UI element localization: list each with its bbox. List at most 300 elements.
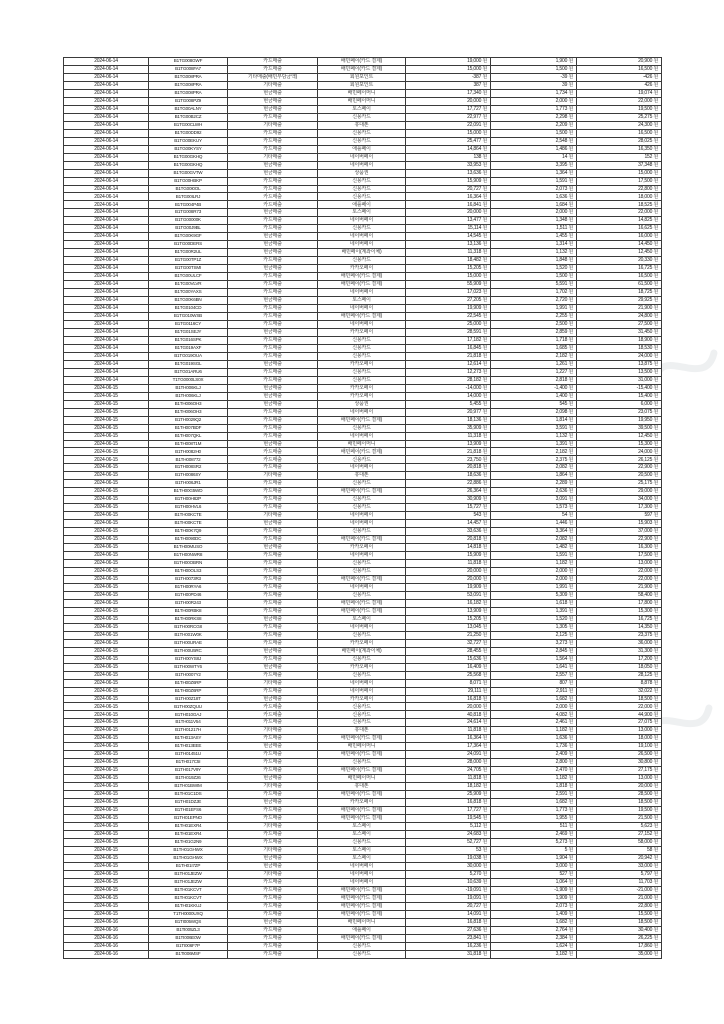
cell-supply-amount: 138 원 <box>406 154 491 161</box>
cell-total-amount: 18,500 원 <box>638 695 658 702</box>
cell-total-amount: 5,797 원 <box>640 870 658 877</box>
cell-payment-method: 신용카드 <box>318 193 406 200</box>
cell-total-amount: 36,000 원 <box>638 639 658 646</box>
cell-total-amount: 13,000 원 <box>638 727 658 734</box>
cell-order-no: B1TH01EPNO <box>149 815 228 822</box>
cell-supply-amount: 21,818 원 <box>406 448 491 455</box>
cell-supply-amount: 13,045 원 <box>406 624 491 631</box>
cell-supply-amount: 13,909 원 <box>406 608 491 615</box>
table-row <box>64 656 661 664</box>
cell-sales-type: 현금매출 <box>228 393 318 400</box>
cell-vat: 1,400 원 <box>491 393 577 400</box>
cell-order-no: B1TH008T1M <box>149 441 228 448</box>
cell-vat: 511 원 <box>491 823 577 830</box>
cell-date: 2024-06-15 <box>64 775 149 782</box>
cell-vat: 3,091 원 <box>491 496 577 503</box>
cell-payment-method: 애플페이 <box>318 927 406 934</box>
cell-total-amount: 23,075 원 <box>638 408 658 415</box>
cell-supply-amount: 14,457 원 <box>406 520 491 527</box>
cell-supply-amount: 15,636 원 <box>406 656 491 663</box>
table-row <box>64 66 661 74</box>
cell-order-no: B1TG00I0OL <box>149 186 228 193</box>
cell-vat: 2,082 원 <box>491 464 577 471</box>
cell-supply-amount: 22,545 원 <box>406 313 491 320</box>
cell-date: 2024-06-15 <box>64 464 149 471</box>
cell-sales-type: 카드매출 <box>228 321 318 328</box>
cell-supply-amount: 20,000 원 <box>406 576 491 583</box>
cell-total-amount: 18,000 원 <box>638 735 658 742</box>
cell-payment-method: 신용카드 <box>318 480 406 487</box>
cell-payment-method: 회원포인트 <box>318 82 406 89</box>
cell-order-no: B1TH00RCG8 <box>149 624 228 631</box>
table-row <box>64 935 661 943</box>
cell-order-no: B1TH01451U <box>149 751 228 758</box>
cell-vat: 2,500 원 <box>491 321 577 328</box>
cell-order-no: B1TG00TSMI <box>149 265 228 272</box>
table-row <box>64 472 661 480</box>
cell-sales-type: 카드매출 <box>228 66 318 73</box>
cell-total-amount: 31,300 원 <box>638 647 658 654</box>
table-row <box>64 703 661 711</box>
cell-date: 2024-06-15 <box>64 815 149 822</box>
cell-vat: 2,469 원 <box>491 831 577 838</box>
table-row <box>64 560 661 568</box>
cell-vat: 2,764 원 <box>491 927 577 934</box>
cell-order-no: B1TG00R2UL <box>149 249 228 256</box>
cell-order-no: B1TH006KLJ <box>149 393 228 400</box>
cell-payment-method: 신용카드 <box>318 186 406 193</box>
cell-payment-method: 네이버페이 <box>318 233 406 240</box>
cell-supply-amount: 23,841 원 <box>406 935 491 942</box>
cell-payment-method: 배민페이(카드 결제) <box>318 66 406 73</box>
table-row <box>64 863 661 871</box>
cell-date: 2024-06-15 <box>64 871 149 878</box>
cell-supply-amount: 27,205 원 <box>406 297 491 304</box>
cell-supply-amount: 24,614 원 <box>406 719 491 726</box>
cell-supply-amount: 17,182 원 <box>406 337 491 344</box>
cell-date: 2024-06-15 <box>64 456 149 463</box>
cell-supply-amount: 16,409 원 <box>406 664 491 671</box>
cell-supply-amount: 16,841 원 <box>406 201 491 208</box>
cell-sales-type: 카드매출 <box>228 433 318 440</box>
cell-supply-amount: -14,000 원 <box>406 385 491 392</box>
cell-supply-amount: 20,000 원 <box>406 703 491 710</box>
cell-sales-type: 현금매출 <box>228 106 318 113</box>
cell-date: 2024-06-15 <box>64 911 149 918</box>
cell-date: 2024-06-15 <box>64 425 149 432</box>
cell-payment-method: 토스페이 <box>318 106 406 113</box>
cell-payment-method: 네이버페이 <box>318 680 406 687</box>
cell-supply-amount: 5,112 원 <box>406 823 491 830</box>
cell-date: 2024-06-15 <box>64 823 149 830</box>
cell-order-no: B1TG019SGL <box>149 361 228 368</box>
cell-supply-amount: 28,591 원 <box>406 329 491 336</box>
cell-vat: 1,182 원 <box>491 560 577 567</box>
cell-date: 2024-06-14 <box>64 74 149 81</box>
table-row <box>64 895 661 903</box>
table-row <box>64 281 661 289</box>
cell-total-amount: 16,500 원 <box>638 66 658 73</box>
cell-payment-method: 회원포인트 <box>318 74 406 81</box>
cell-sales-type: 카드매출 <box>228 257 318 264</box>
cell-total-amount: 29,000 원 <box>638 488 658 495</box>
table-row <box>64 90 661 98</box>
cell-order-no: B1TH00H82P <box>149 496 228 503</box>
cell-vat: 2,000 원 <box>491 209 577 216</box>
cell-supply-amount: 19,000 원 <box>406 58 491 65</box>
cell-date: 2024-06-15 <box>64 759 149 766</box>
cell-sales-type: 카드매출 <box>228 903 318 910</box>
cell-sales-type: 현금매출 <box>228 162 318 169</box>
table-row <box>64 552 661 560</box>
cell-order-no: B1TH01C1DS <box>149 791 228 798</box>
cell-supply-amount: 25,909 원 <box>406 791 491 798</box>
cell-order-no: B1TH00HVL6 <box>149 504 228 511</box>
cell-order-no: B1TH0082H0 <box>149 448 228 455</box>
cell-vat: 2,000 원 <box>491 703 577 710</box>
cell-vat: 1,684 원 <box>491 201 577 208</box>
cell-order-no: B1TG00TP1Z <box>149 257 228 264</box>
cell-supply-amount: 15,909 원 <box>406 178 491 185</box>
cell-date: 2024-06-15 <box>64 472 149 479</box>
cell-date: 2024-06-16 <box>64 919 149 926</box>
cell-date: 2024-06-14 <box>64 154 149 161</box>
table-row <box>64 233 661 241</box>
table-row <box>64 831 661 839</box>
cell-sales-type: 카드매출 <box>228 911 318 918</box>
table-row <box>64 943 661 951</box>
cell-order-no: B1TH017C5I <box>149 759 228 766</box>
cell-order-no: T1TH0000UXQ <box>149 911 228 918</box>
cell-total-amount: 58 원 <box>647 846 658 853</box>
cell-supply-amount: 14,864 원 <box>406 146 491 153</box>
cell-order-no: B1TH008SR2 <box>149 464 228 471</box>
cell-sales-type: 카드매출 <box>228 831 318 838</box>
cell-order-no: B1TH01EXR4 <box>149 831 228 838</box>
cell-supply-amount: 13,636 원 <box>406 170 491 177</box>
cell-payment-method: 신용카드 <box>318 138 406 145</box>
cell-total-amount: 16,000 원 <box>638 233 658 240</box>
table-row <box>64 146 661 154</box>
cell-date: 2024-06-15 <box>64 512 149 519</box>
cell-vat: 1,636 원 <box>491 193 577 200</box>
cell-payment-method: 토스페이 <box>318 847 406 854</box>
cell-total-amount: 22,000 원 <box>638 703 658 710</box>
cell-date: 2024-06-15 <box>64 480 149 487</box>
cell-date: 2024-06-14 <box>64 305 149 312</box>
cell-date: 2024-06-15 <box>64 592 149 599</box>
cell-payment-method: 토스페이 <box>318 855 406 862</box>
cell-date: 2024-06-15 <box>64 751 149 758</box>
cell-total-amount: 33,000 원 <box>638 862 658 869</box>
table-row <box>64 672 661 680</box>
cell-order-no: B1TH00R243 <box>149 600 228 607</box>
cell-sales-type: 카드매출 <box>228 624 318 631</box>
cell-date: 2024-06-14 <box>64 337 149 344</box>
cell-sales-type: 기타매출 <box>228 823 318 830</box>
cell-date: 2024-06-15 <box>64 393 149 400</box>
cell-payment-method: 배민페이(카드 결제) <box>318 608 406 615</box>
cell-sales-type: 카드매출 <box>228 504 318 511</box>
table-row <box>64 719 661 727</box>
table-row <box>64 369 661 377</box>
cell-order-no: B1TH01GHWX <box>149 855 228 862</box>
cell-sales-type: 카드매출 <box>228 608 318 615</box>
table-row <box>64 544 661 552</box>
cell-date: 2024-06-15 <box>64 488 149 495</box>
cell-date: 2024-06-15 <box>64 688 149 695</box>
cell-total-amount: 597 원 <box>644 512 658 519</box>
cell-sales-type: 기타매출 <box>228 154 318 161</box>
cell-total-amount: 18,530 원 <box>638 344 658 351</box>
cell-order-no: B1TH00URAE <box>149 640 228 647</box>
cell-date: 2024-06-16 <box>64 927 149 934</box>
cell-total-amount: 34,000 원 <box>638 496 658 503</box>
table-row <box>64 393 661 401</box>
cell-order-no: B1TH0029Q2 <box>149 417 228 424</box>
cell-sales-type: 현금매출 <box>228 441 318 448</box>
cell-total-amount: 24,000 원 <box>638 352 658 359</box>
table-row <box>64 767 661 775</box>
cell-total-amount: 14,450 원 <box>638 241 658 248</box>
cell-sales-type: 현금매출 <box>228 170 318 177</box>
cell-date: 2024-06-14 <box>64 377 149 384</box>
cell-order-no: B1TG019OUA <box>149 353 228 360</box>
cell-sales-type: 카드매출 <box>228 688 318 695</box>
cell-vat: 1,132 원 <box>491 249 577 256</box>
cell-payment-method: 네이버페이 <box>318 162 406 169</box>
cell-order-no: B1TH01DZJE <box>149 799 228 806</box>
cell-date: 2024-06-15 <box>64 504 149 511</box>
cell-total-amount: 152 원 <box>644 153 658 160</box>
table-row <box>64 871 661 879</box>
cell-vat: 1,991 원 <box>491 584 577 591</box>
table-row <box>64 815 661 823</box>
cell-sales-type: 현금매출 <box>228 696 318 703</box>
cell-supply-amount: 15,727 원 <box>406 504 491 511</box>
cell-payment-method: 배민페이(카드 결제) <box>318 887 406 894</box>
cell-order-no: B1TH00YS8J <box>149 656 228 663</box>
cell-order-no: B1TH00K7Q9 <box>149 528 228 535</box>
cell-total-amount: 18,500 원 <box>638 799 658 806</box>
cell-vat: 1,227 원 <box>491 369 577 376</box>
cell-payment-method: 카카오페이 <box>318 799 406 806</box>
cell-sales-type: 카드매출 <box>228 735 318 742</box>
cell-order-no: B1TH01EXR4 <box>149 823 228 830</box>
cell-payment-method: 신용카드 <box>318 719 406 726</box>
cell-total-amount: 23,375 원 <box>638 631 658 638</box>
cell-vat: 2,289 원 <box>491 480 577 487</box>
table-row <box>64 82 661 90</box>
cell-date: 2024-06-15 <box>64 839 149 846</box>
cell-vat: 5,591 원 <box>491 281 577 288</box>
cell-payment-method: 네이버페이 <box>318 688 406 695</box>
cell-date: 2024-06-14 <box>64 209 149 216</box>
table-row <box>64 568 661 576</box>
cell-payment-method: 신용카드 <box>318 114 406 121</box>
cell-date: 2024-06-15 <box>64 640 149 647</box>
cell-order-no: B1TH00RYA6 <box>149 584 228 591</box>
cell-total-amount: 32,022 원 <box>638 687 658 694</box>
cell-sales-type: 카드매출 <box>228 313 318 320</box>
cell-supply-amount: 15,205 원 <box>406 616 491 623</box>
cell-vat: 2,557 원 <box>491 672 577 679</box>
table-row <box>64 688 661 696</box>
table-row <box>64 496 661 504</box>
table-row <box>64 361 661 369</box>
cell-order-no: B1TH0073R3 <box>149 576 228 583</box>
cell-sales-type: 현금매출 <box>228 664 318 671</box>
cell-vat: 5,273 원 <box>491 839 577 846</box>
cell-date: 2024-06-16 <box>64 943 149 950</box>
cell-date: 2024-06-15 <box>64 576 149 583</box>
cell-payment-method: 배민페이(카드 결제) <box>318 273 406 280</box>
cell-payment-method: 배민페이(계좌이체) <box>318 249 406 256</box>
cell-vat: 2,073 원 <box>491 903 577 910</box>
cell-vat: 545 원 <box>491 401 577 408</box>
cell-supply-amount: 20,818 원 <box>406 536 491 543</box>
cell-vat: 1,818 원 <box>491 783 577 790</box>
cell-order-no: B1TG01SEJY <box>149 329 228 336</box>
cell-payment-method: 네이버페이 <box>318 552 406 559</box>
cell-supply-amount: 14,091 원 <box>406 911 491 918</box>
cell-order-no: T1TG0000LS0X <box>149 377 228 384</box>
cell-date: 2024-06-15 <box>64 887 149 894</box>
cell-vat: 1,500 원 <box>491 130 577 137</box>
cell-sales-type: 카드매출 <box>228 305 318 312</box>
cell-sales-type: 현금매출 <box>228 401 318 408</box>
table-row <box>64 106 661 114</box>
table-row <box>64 448 661 456</box>
cell-payment-method: 네이버페이 <box>318 409 406 416</box>
cell-date: 2024-06-14 <box>64 257 149 264</box>
cell-payment-method: 신용카드 <box>318 672 406 679</box>
cell-supply-amount: 20,000 원 <box>406 209 491 216</box>
cell-vat: 1,955 원 <box>491 815 577 822</box>
cell-sales-type: 카드매출 <box>228 887 318 894</box>
cell-date: 2024-06-14 <box>64 170 149 177</box>
cell-total-amount: 15,000 원 <box>638 169 658 176</box>
cell-total-amount: 28,125 원 <box>638 671 658 678</box>
cell-order-no: B1TG008PRA <box>149 90 228 97</box>
cell-payment-method: 네이버페이 <box>318 464 406 471</box>
cell-payment-method: 신용카드 <box>318 703 406 710</box>
cell-vat: 1,864 원 <box>491 472 577 479</box>
cell-total-amount: 16,625 원 <box>638 225 658 232</box>
cell-order-no: B1TH01KKUJ <box>149 903 228 910</box>
cell-date: 2024-06-14 <box>64 58 149 65</box>
cell-sales-type: 카드매출 <box>228 592 318 599</box>
cell-vat: 2,182 원 <box>491 448 577 455</box>
cell-payment-method: 신용카드 <box>318 568 406 575</box>
cell-order-no: B1TH00G5WD <box>149 488 228 495</box>
cell-supply-amount: 22,977 원 <box>406 114 491 121</box>
cell-payment-method: 배민페이(카드 결제) <box>318 935 406 942</box>
cell-order-no: B1TH01KCVT <box>149 895 228 902</box>
cell-payment-method: 배민페이머니 <box>318 90 406 97</box>
cell-payment-method: 네이버페이 <box>318 321 406 328</box>
cell-vat: 1,314 원 <box>491 241 577 248</box>
cell-sales-type: 카드매출 <box>228 632 318 639</box>
table-row <box>64 257 661 265</box>
cell-total-amount: 13,000 원 <box>638 560 658 567</box>
cell-payment-method: 배민페이(카드 결제) <box>318 313 406 320</box>
cell-date: 2024-06-14 <box>64 114 149 121</box>
cell-payment-method: 신용카드 <box>318 178 406 185</box>
table-row <box>64 799 661 807</box>
cell-date: 2024-06-15 <box>64 656 149 663</box>
cell-payment-method: 배민페이머니 <box>318 919 406 926</box>
cell-order-no: B1TH006OH3 <box>149 401 228 408</box>
cell-total-amount: 22,000 원 <box>638 97 658 104</box>
cell-total-amount: 37,000 원 <box>638 528 658 535</box>
cell-vat: 1,391 원 <box>491 441 577 448</box>
cell-sales-type: 현금매출 <box>228 919 318 926</box>
cell-sales-type: 카드매출 <box>228 711 318 718</box>
cell-sales-type: 기타매출 <box>228 122 318 129</box>
cell-date: 2024-06-15 <box>64 735 149 742</box>
cell-order-no: B1TH001W0K <box>149 632 228 639</box>
cell-sales-type: 카드매출 <box>228 337 318 344</box>
table-row <box>64 249 661 257</box>
cell-total-amount: 58,000 원 <box>638 839 658 846</box>
cell-total-amount: 15,300 원 <box>638 607 658 614</box>
cell-date: 2024-06-14 <box>64 138 149 145</box>
cell-payment-method: 토스페이 <box>318 209 406 216</box>
table-row <box>64 377 661 385</box>
cell-sales-type: 현금매출 <box>228 265 318 272</box>
cell-vat: 1,261 원 <box>491 361 577 368</box>
cell-date: 2024-06-15 <box>64 703 149 710</box>
cell-supply-amount: 55,909 원 <box>406 281 491 288</box>
cell-date: 2024-06-14 <box>64 289 149 296</box>
table-row <box>64 385 661 393</box>
cell-order-no: B1TG00YAXS <box>149 289 228 296</box>
cell-vat: 1,682 원 <box>491 696 577 703</box>
cell-vat: 1,486 원 <box>491 146 577 153</box>
cell-sales-type: 카드매출 <box>228 456 318 463</box>
cell-supply-amount: 17,727 원 <box>406 106 491 113</box>
cell-supply-amount: 19,545 원 <box>406 815 491 822</box>
cell-vat: 1,991 원 <box>491 305 577 312</box>
cell-supply-amount: 12,273 원 <box>406 369 491 376</box>
cell-order-no: B1TH0086SY <box>149 472 228 479</box>
cell-total-amount: 25,275 원 <box>638 113 658 120</box>
cell-total-amount: 17,500 원 <box>638 552 658 559</box>
cell-sales-type: 기타매출 <box>228 871 318 878</box>
cell-total-amount: 8,878 원 <box>640 679 658 686</box>
cell-vat: 3,364 원 <box>491 528 577 535</box>
table-row <box>64 401 661 409</box>
cell-order-no: B1TG004P4B <box>149 201 228 208</box>
cell-sales-type: 현금매출 <box>228 544 318 551</box>
cell-payment-method: 배민페이(카드 결제) <box>318 903 406 910</box>
cell-total-amount: 18,525 원 <box>638 201 658 208</box>
cell-total-amount: 5,623 원 <box>640 823 658 830</box>
cell-supply-amount: 17,727 원 <box>406 807 491 814</box>
cell-order-no: B1TH00RKS8 <box>149 616 228 623</box>
cell-payment-method: 배민페이머니 <box>318 775 406 782</box>
table-row <box>64 751 661 759</box>
cell-date: 2024-06-14 <box>64 233 149 240</box>
settlement-table <box>63 57 662 959</box>
cell-order-no: B1TG00VLVR <box>149 281 228 288</box>
cell-sales-type: 카드매출 <box>228 225 318 232</box>
cell-vat: 39 원 <box>491 82 577 89</box>
cell-payment-method: 네이버페이 <box>318 879 406 886</box>
cell-supply-amount: 13,909 원 <box>406 441 491 448</box>
cell-vat: 2,000 원 <box>491 576 577 583</box>
